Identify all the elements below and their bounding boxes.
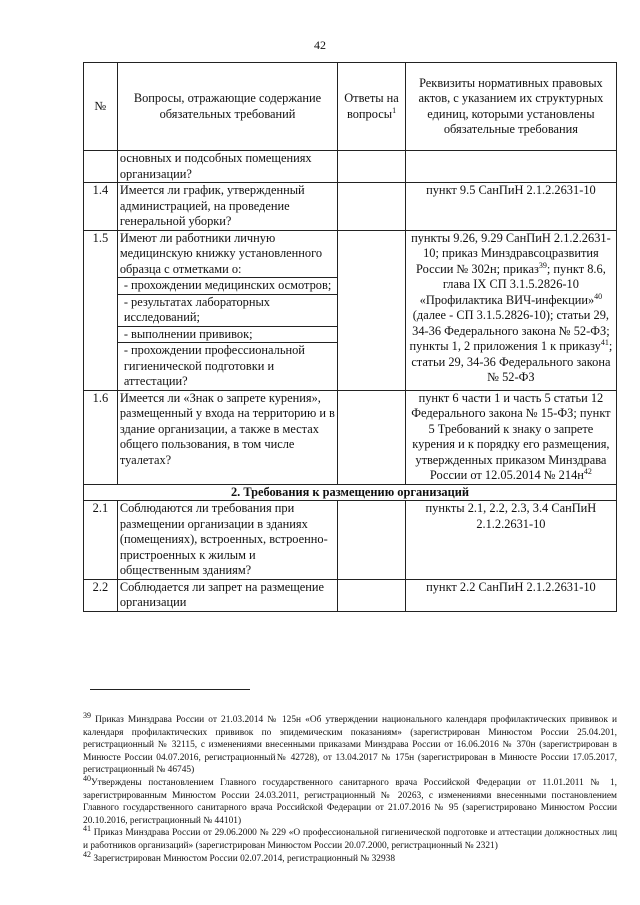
- section-row: [84, 484, 617, 501]
- question-text: Имеют ли работники личную медицинскую книжку установленного образца с отметками о:: [119, 230, 323, 276]
- footnote-ref: 42: [583, 466, 592, 476]
- footnote-42: [83, 849, 617, 866]
- footnotes: [83, 710, 617, 865]
- header-references: Реквизиты нормативных правовых актов, с указанием их структурных единиц, которыми установлены обязательные требования: [405, 63, 616, 151]
- table-row: [84, 230, 617, 390]
- question-cell: Соблюдается ли запрет на размещение организации: [117, 579, 337, 611]
- ref-text: ; статьи 29, 34-36 Федерального закона № 52-ФЗ: [411, 339, 613, 384]
- requirements-table: [83, 62, 617, 612]
- reference-cell: пункт 2.2 СанПиН 2.1.2.2631-10: [405, 579, 616, 611]
- footnote-39: [83, 710, 617, 777]
- footnote-ref: 39: [538, 260, 547, 270]
- footnote-text: Зарегистрирован Минюстом России 02.07.2014, регистрационный № 32938: [91, 853, 396, 864]
- footnote-ref: 41: [600, 337, 609, 347]
- header-questions: Вопросы, отражающие содержание обязательных требований: [117, 63, 337, 151]
- question-cell: Имеется ли «Знак о запрете курения», размещенный у входа на территорию и в здание организации, а также в местах общего пользования, в том числе туалетах?: [117, 390, 337, 484]
- reference-cell: [405, 151, 616, 183]
- sub-question: - прохождении профессиональной гигиенической подготовки и аттестации?: [123, 343, 305, 388]
- footnote-mark: 42: [83, 849, 91, 859]
- header-answers: [338, 63, 406, 151]
- footnote-mark: 39: [83, 710, 91, 720]
- footnote-ref: 40: [594, 291, 603, 301]
- footnote-text: Приказ Минздрава России от 29.06.2000 № 229 «О профессиональной гигиенической подготовке и аттестации должностных лиц и работников организаций» (зарегистрирован Минюстом России 20.07.2000, регистрационный № 2321): [83, 828, 617, 851]
- table-header-row: [84, 63, 617, 151]
- ref-text: пункт 6 части 1 и часть 5 статьи 12 Федерального закона № 15-ФЗ; пункт 5 Требований к знаку о запрете курения и к порядку его размещения, утвержденных приказом Минздрава России от 12.05.2014 № 214н: [411, 390, 611, 482]
- ref-text: (далее - СП 3.1.5.2826-10); статьи 29, 34-36 Федерального закона № 52-ФЗ; пункты 1, 2 приложения 1 к приказу: [409, 308, 610, 353]
- header-answers-text: Ответы на вопросы: [344, 91, 399, 121]
- footnote-separator: [90, 689, 250, 690]
- reference-cell: пункты 2.1, 2.2, 2.3, 3.4 СанПиН 2.1.2.2631-10: [405, 501, 616, 580]
- table-row: [84, 579, 617, 611]
- row-number: 2.1: [84, 501, 118, 580]
- question-cell: [117, 230, 337, 390]
- question-cell: Имеется ли график, утвержденный администрацией, на проведение генеральной уборки?: [117, 183, 337, 231]
- answer-cell[interactable]: [338, 579, 406, 611]
- footnote-mark: 40: [83, 773, 91, 783]
- footnote-41: [83, 824, 617, 852]
- footnote-mark: 41: [83, 824, 91, 834]
- answer-cell[interactable]: [338, 501, 406, 580]
- answer-cell[interactable]: [338, 183, 406, 231]
- reference-cell: пункт 9.5 СанПиН 2.1.2.2631-10: [405, 183, 616, 231]
- question-cell: основных и подсобных помещениях организации?: [117, 151, 337, 183]
- reference-cell: [405, 230, 616, 390]
- sub-question: - результатах лабораторных исследований;: [123, 294, 270, 324]
- reference-cell: [405, 390, 616, 484]
- footnote-text: Приказ Минздрава России от 21.03.2014 № 125н «Об утверждении национального календаря профилактических прививок и календаря профилактических прививок по эпидемическим показаниям» (зарегистрирован Минюстом России 25.04.201, регистрационный № 32115, с изменениями внесенными приказами Минздрава России от 16.06.2016 № 370н (зарегистрирован в Минюсте России 04.07.2016, регистрационный№ 42728), от 13.04.2017 № 175н (зарегистрирован в Минюсте России 17.05.2017, регистрационный № 46745): [83, 715, 617, 776]
- table-row: [84, 501, 617, 580]
- footnote-ref: 1: [392, 105, 397, 115]
- row-number: 1.6: [84, 390, 118, 484]
- row-number: 1.4: [84, 183, 118, 231]
- answer-cell[interactable]: [338, 230, 406, 390]
- ref-text: ; пункт 8.6, глава IX СП 3.1.5.2826-10 «Профилактика ВИЧ-инфекции»: [419, 261, 606, 307]
- question-cell: Соблюдаются ли требования при размещении организации в зданиях (помещениях), встроенных, встроенно-пристроенных к жилым и общественным зданиям?: [117, 501, 337, 580]
- answer-cell[interactable]: [338, 151, 406, 183]
- page-number: 42: [314, 38, 326, 52]
- row-number: [84, 151, 118, 183]
- row-number: 2.2: [84, 579, 118, 611]
- row-number: 1.5: [84, 230, 118, 390]
- table-row: [84, 151, 617, 183]
- footnote-40: [83, 773, 617, 827]
- ref-text: пункты 9.26, 9.29 СанПиН 2.1.2.2631-10; приказ Минздравсоцразвития России № 302н; приказ: [411, 230, 611, 276]
- footnote-text: Утверждены постановлением Главного государственного санитарного врача Российской Федерации от 11.01.2011 № 1, зарегистрированным Минюстом России 24.03.2011, регистрационный № 20263, с изменениями внесенными постановлением Главного государственного санитарного врача Российской Федерации от 21.07.2016 № 95 (зарегистрировано Минюстом России 20.10.2016, регистрационный № 44101): [83, 777, 617, 826]
- table-row: [84, 183, 617, 231]
- header-number: №: [84, 63, 118, 151]
- answer-cell[interactable]: [338, 390, 406, 484]
- section-title: 2. Требования к размещению организаций: [84, 484, 617, 501]
- sub-question: - выполнении прививок;: [123, 326, 253, 341]
- sub-question: - прохождении медицинских осмотров;: [123, 278, 332, 292]
- table-row: [84, 390, 617, 484]
